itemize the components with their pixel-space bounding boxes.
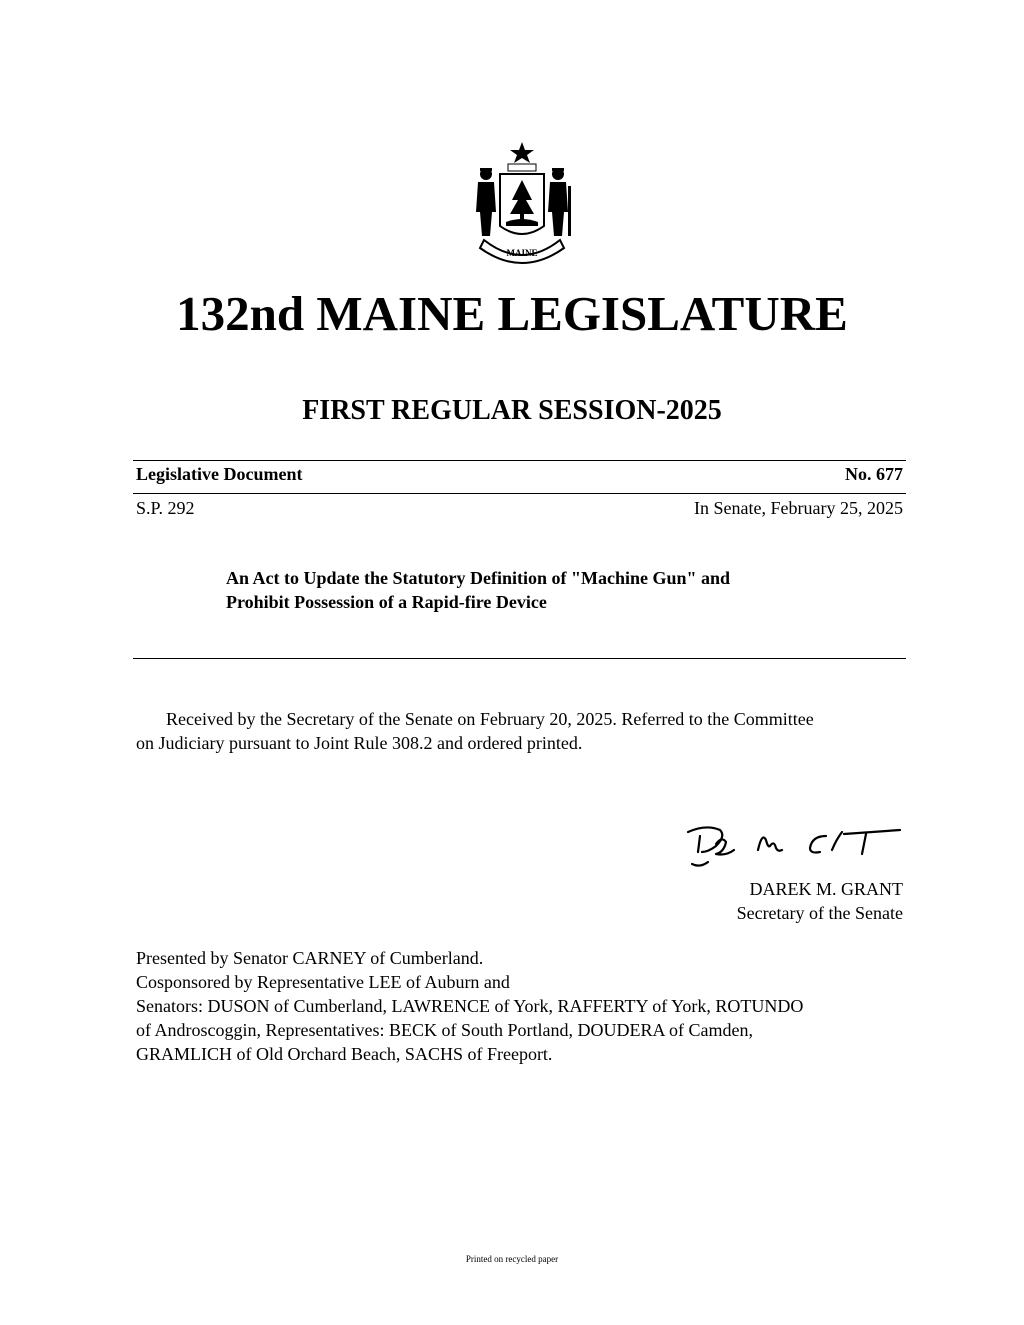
act-title-line: An Act to Update the Statutory Definition of "Machine Gun" and	[226, 568, 730, 588]
seal-star	[510, 142, 534, 163]
sponsor-line: Cosponsored by Representative LEE of Auburn and	[136, 972, 510, 992]
senate-paper-number: S.P. 292	[136, 498, 195, 518]
legislative-document-number: No. 677	[845, 464, 903, 484]
sponsor-line: Senators: DUSON of Cumberland, LAWRENCE of York, RAFFERTY of York, ROTUNDO	[136, 996, 804, 1016]
act-title-line: Prohibit Possession of a Rapid-fire Device	[226, 592, 547, 612]
divider-middle	[133, 493, 906, 494]
session-title: FIRST REGULAR SESSION-2025	[302, 395, 722, 426]
recycled-paper-note: Printed on recycled paper	[465, 1254, 559, 1264]
sponsor-line: of Androscoggin, Representatives: BECK of South Portland, DOUDERA of Camden,	[136, 1020, 753, 1040]
legislative-document-label: Legislative Document	[136, 464, 303, 484]
divider-bottom	[133, 658, 906, 659]
maine-state-seal	[470, 140, 574, 272]
received-line: Received by the Secretary of the Senate on February 20, 2025. Referred to the Committee	[166, 709, 814, 729]
received-line: on Judiciary pursuant to Joint Rule 308.2 and ordered printed.	[136, 733, 583, 753]
senate-date: In Senate, February 25, 2025	[694, 498, 903, 518]
seal-scroll-text: MAINE	[506, 248, 538, 258]
received-paragraph	[136, 707, 906, 755]
secretary-signature	[686, 822, 904, 876]
sponsor-line: GRAMLICH of Old Orchard Beach, SACHS of Freeport.	[136, 1044, 553, 1064]
secretary-title: Secretary of the Senate	[736, 903, 903, 923]
secretary-name: DAREK M. GRANT	[749, 879, 903, 899]
divider-top	[133, 460, 906, 461]
seal-banner	[508, 164, 536, 171]
sponsors-paragraph	[136, 946, 906, 1066]
legislature-title: 132nd MAINE LEGISLATURE	[176, 286, 848, 341]
act-title	[226, 566, 846, 614]
sponsor-line: Presented by Senator CARNEY of Cumberland.	[136, 948, 484, 968]
